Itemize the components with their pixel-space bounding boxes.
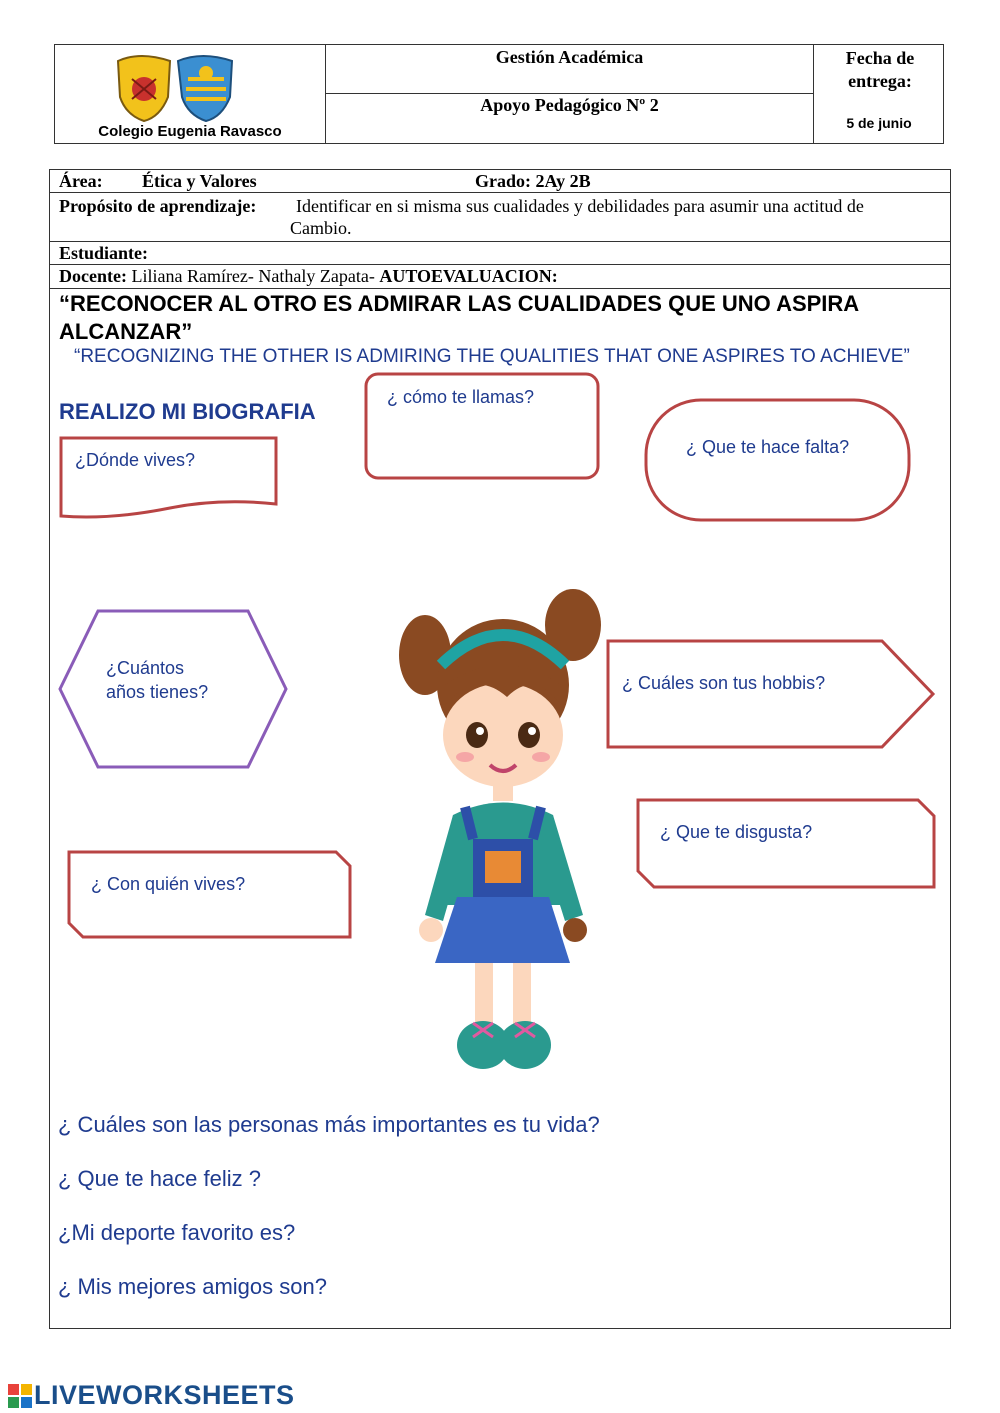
question-con-quien[interactable]: ¿ Con quién vives? bbox=[91, 874, 246, 894]
proposito-line2: Cambio. bbox=[290, 218, 352, 238]
bottom-question-2[interactable]: ¿ Que te hace feliz ? bbox=[58, 1166, 261, 1191]
question-cuantos-line2: años tienes? bbox=[106, 682, 209, 702]
quote-spanish-line1: “RECONOCER AL OTRO ES ADMIRAR LAS CUALIDADES QUE UNO ASPIRA bbox=[59, 291, 860, 316]
area-value: Ética y Valores bbox=[142, 171, 257, 191]
question-que-te-hace-falta[interactable]: ¿ Que te hace falta? bbox=[686, 437, 850, 457]
question-disgusta[interactable]: ¿ Que te disgusta? bbox=[660, 822, 813, 842]
liveworksheets-logo-icon bbox=[8, 1384, 32, 1408]
quote-spanish-line2: ALCANZAR” bbox=[59, 319, 193, 344]
liveworksheets-brand[interactable]: LIVEWORKSHEETS bbox=[34, 1380, 295, 1410]
bottom-question-4[interactable]: ¿ Mis mejores amigos son? bbox=[58, 1274, 327, 1299]
estudiante-label: Estudiante: bbox=[59, 243, 149, 263]
grado: Grado: 2Ay 2B bbox=[475, 171, 591, 191]
section-title: REALIZO MI BIOGRAFIA bbox=[59, 399, 316, 424]
docente-value: Liliana Ramírez- Nathaly Zapata- bbox=[131, 266, 375, 286]
girl-illustration bbox=[395, 585, 610, 1085]
question-cuantos-line1: ¿Cuántos bbox=[106, 658, 185, 678]
apoyo-title: Apoyo Pedagógico Nº 2 bbox=[480, 95, 659, 115]
bottom-question-3[interactable]: ¿Mi deporte favorito es? bbox=[58, 1220, 296, 1245]
shape-hobbis bbox=[608, 641, 933, 747]
question-hobbis[interactable]: ¿ Cuáles son tus hobbis? bbox=[622, 673, 826, 693]
gestion-title: Gestión Académica bbox=[495, 47, 644, 67]
fecha-value: 5 de junio bbox=[846, 115, 912, 131]
question-como-te-llamas[interactable]: ¿ cómo te llamas? bbox=[387, 387, 535, 407]
school-name: Colegio Eugenia Ravasco bbox=[98, 123, 282, 140]
quote-english: “RECOGNIZING THE OTHER IS ADMIRING THE QUALITIES THAT ONE ASPIRES TO ACHIEVE” bbox=[74, 346, 910, 367]
autoevaluacion-label: AUTOEVALUACION: bbox=[379, 266, 558, 286]
shape-que-te-hace-falta bbox=[646, 400, 909, 520]
shape-disgusta bbox=[638, 800, 934, 887]
question-cuantos-anos[interactable] bbox=[106, 656, 208, 704]
fecha-label: Fecha de entrega: bbox=[845, 48, 915, 91]
question-donde-vives[interactable]: ¿Dónde vives? bbox=[75, 450, 196, 470]
proposito-line1: Identificar en si misma sus cualidades y debilidades para asumir una actitud de bbox=[296, 196, 864, 216]
bottom-question-1[interactable]: ¿ Cuáles son las personas más importantes es tu vida? bbox=[58, 1112, 600, 1137]
docente-label: Docente: bbox=[59, 266, 127, 286]
area-label: Área: bbox=[59, 171, 103, 191]
proposito-label: Propósito de aprendizaje: bbox=[59, 196, 257, 216]
